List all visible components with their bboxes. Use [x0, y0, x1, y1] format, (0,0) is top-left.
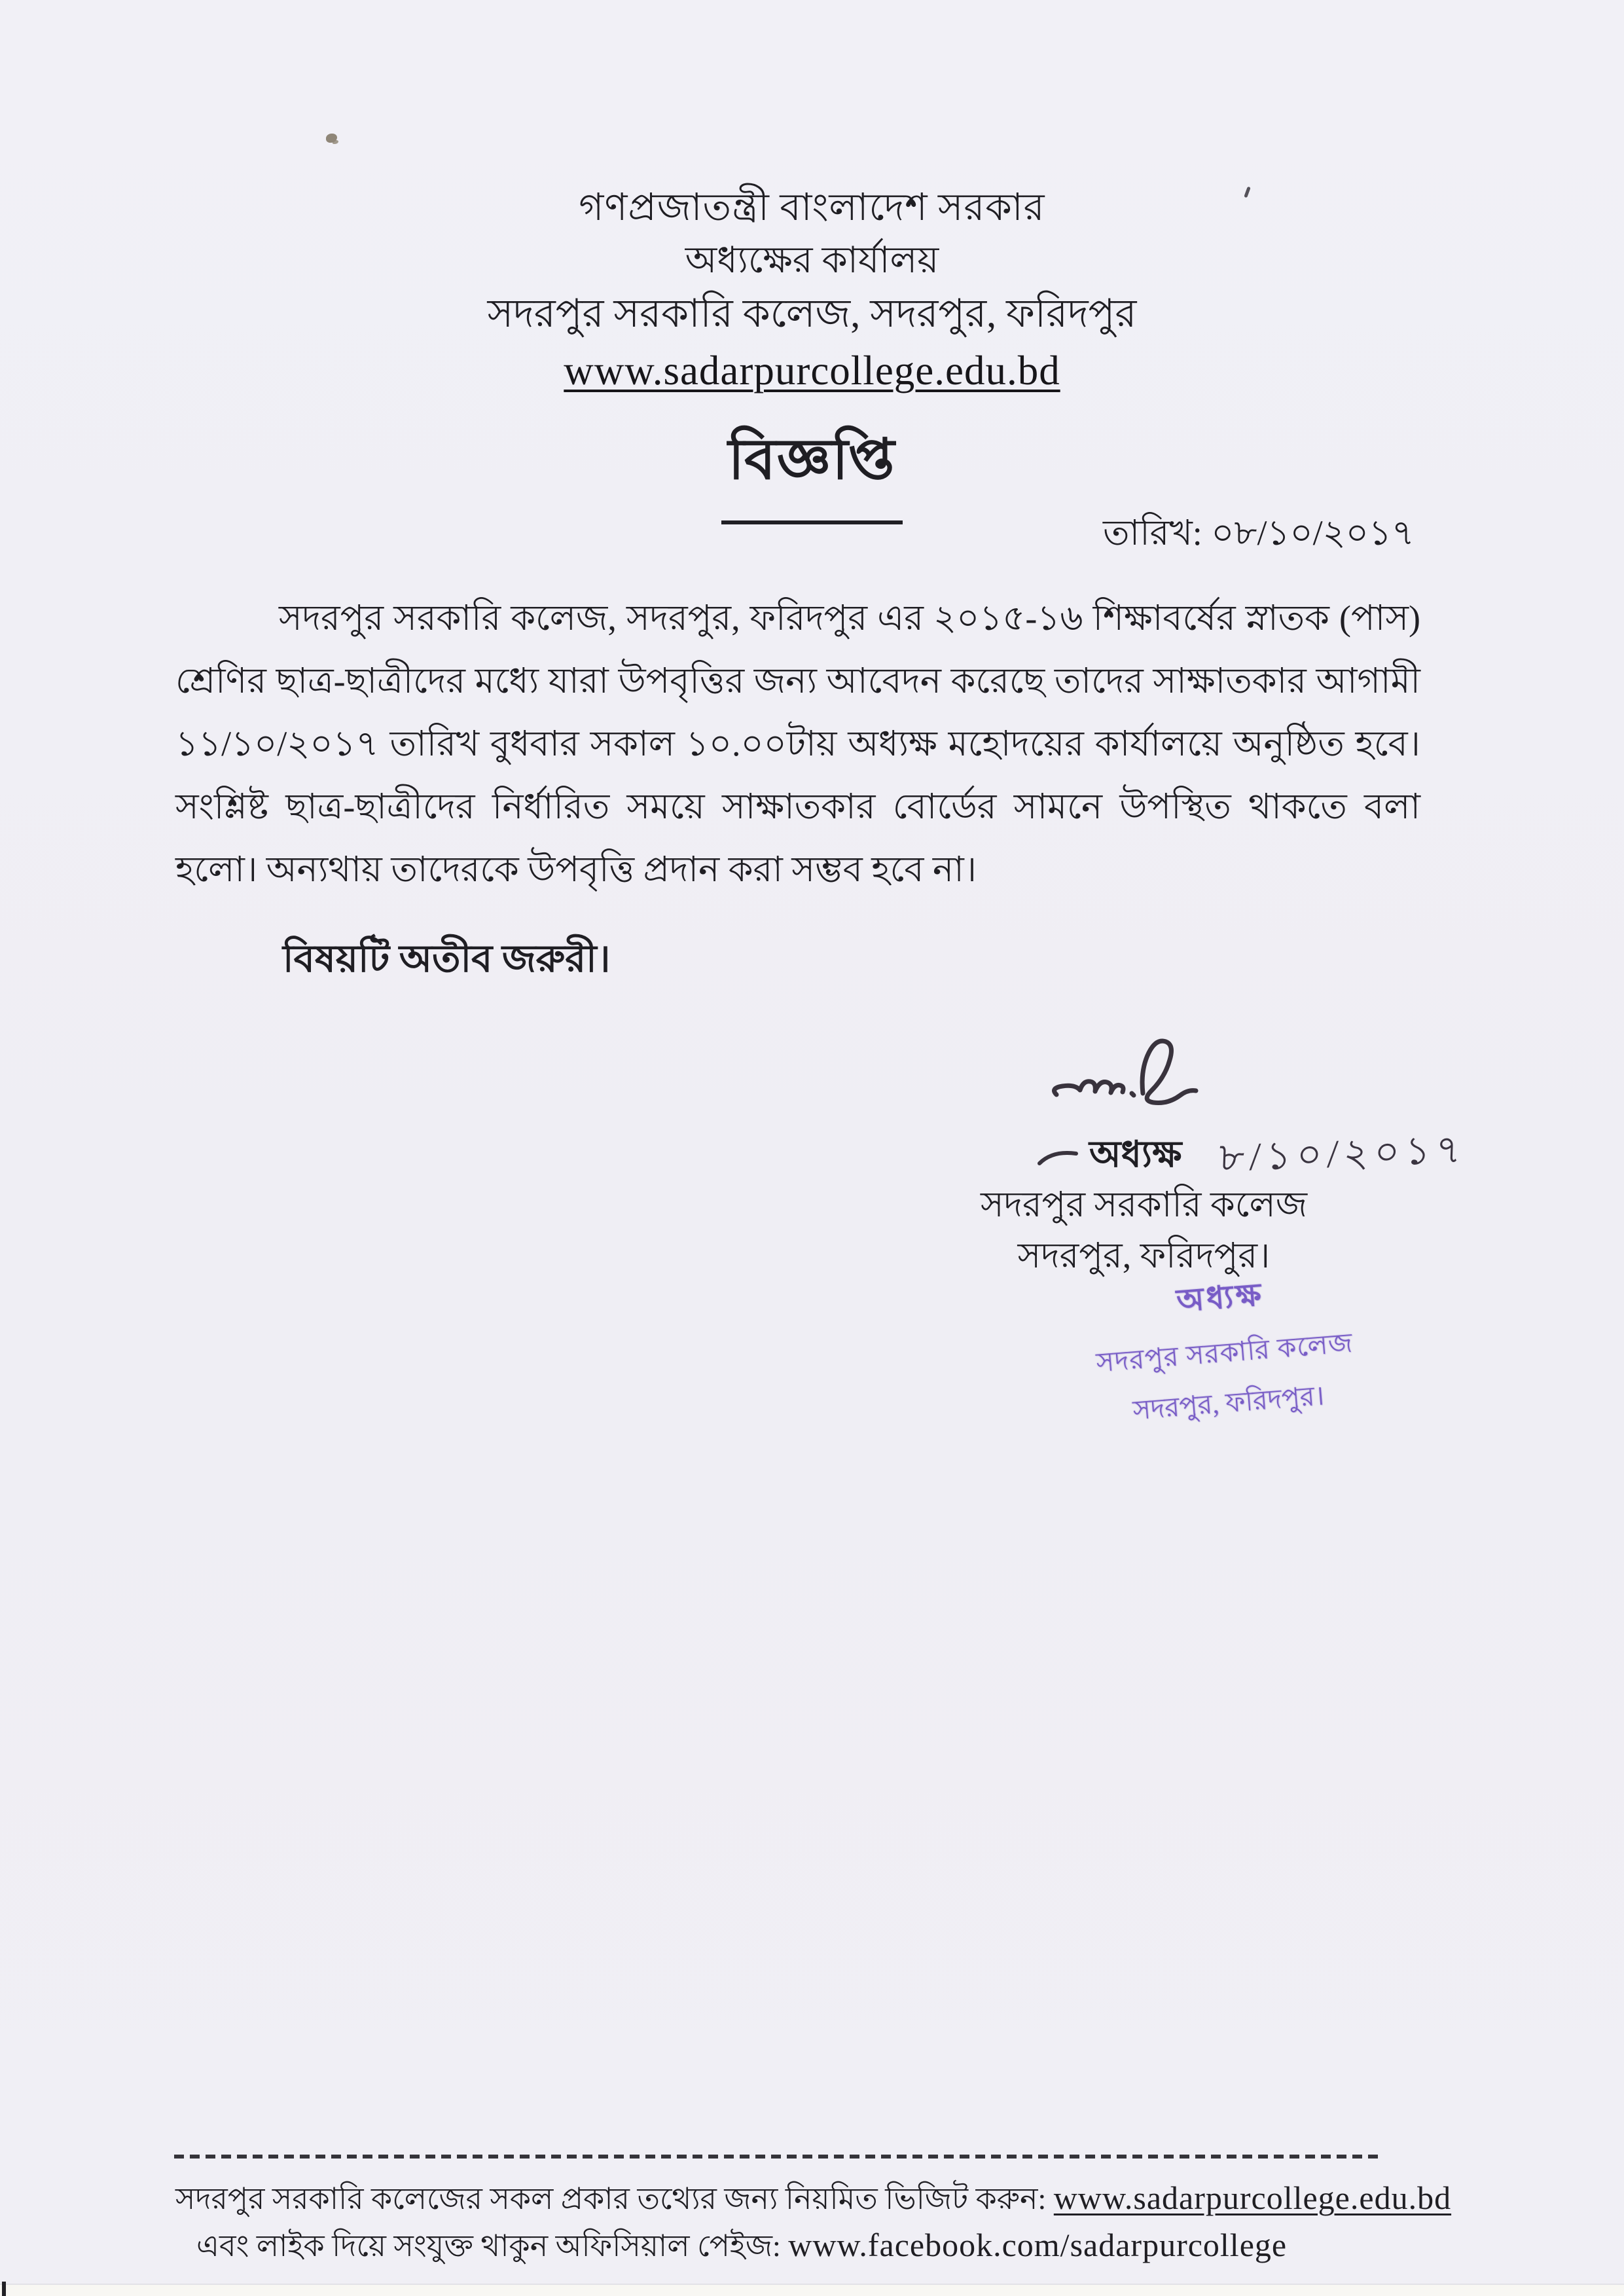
college-name-line: সদরপুর সরকারি কলেজ, সদরপুর, ফরিদপুর [487, 292, 1137, 335]
college-website-url: www.sadarpurcollege.edu.bd [564, 348, 1060, 393]
government-name: গণপ্রজাতন্ত্রী বাংলাদেশ সরকার [579, 186, 1045, 228]
office-name: অধ্যক্ষের কার্যালয় [685, 240, 939, 281]
stamp-college: সদরপুর সরকারি কলেজ [1095, 1327, 1354, 1378]
official-stamp [1041, 1260, 1409, 1442]
footer-visit-text: সদরপুর সরকারি কলেজের সকল প্রকার তথ্যের জন্য নিয়মিত ভিজিট করুন: [175, 2182, 1047, 2215]
footer-facebook-text: এবং লাইক দিয়ে সংযুক্ত থাকুন অফিসিয়াল পেইজ: [196, 2229, 781, 2263]
footer-facebook-url: www.facebook.com/sadarpurcollege [788, 2227, 1288, 2263]
stamp-designation: অধ্যক্ষ [1175, 1277, 1265, 1319]
letterhead [0, 181, 1624, 399]
footer-line-facebook [196, 2225, 1287, 2267]
scanner-edge-strip [0, 2284, 1624, 2296]
scan-speck [326, 134, 337, 143]
handwritten-signature [1046, 1030, 1327, 1139]
signatory-college: সদরপুর সরকারি কলেজ [980, 1185, 1308, 1224]
footer-website-url: www.sadarpurcollege.edu.bd [1053, 2179, 1452, 2216]
notice-date: তারিখ: ০৮/১০/২০১৭ [1103, 513, 1415, 553]
stamp-location: সদরপুর, ফরিদপুর। [1131, 1380, 1326, 1426]
scanner-edge-mark [2, 2282, 6, 2296]
signatory-location: সদরপুর, ফরিদপুর। [1017, 1236, 1271, 1275]
signatory-designation: অধ্যক্ষ [1089, 1135, 1182, 1175]
signature-tick-stroke [1037, 1144, 1080, 1169]
handwritten-date: ৮/১০/২০১৭ [1218, 1127, 1467, 1180]
notice-body-paragraph: সদরপুর সরকারি কলেজ, সদরপুর, ফরিদপুর এর ২০১৫-১৬ শিক্ষাবর্ষের স্নাতক (পাস) শ্রেণির ছাত্র-ছাত্রীদের মধ্যে যারা উপবৃত্তির জন্য আবেদন করেছে তাদের সাক্ষাতকার আগামী ১১/১০/২০১৭ তারিখ বুধবার সকাল ১০.০০টায় অধ্যক্ষ মহোদয়ের কার্যালয়ে অনুষ্ঠিত হবে। সংশ্লিষ্ট ছাত্র-ছাত্রীদের নির্ধারিত সময়ে সাক্ষাতকার বোর্ডের সামনে উপস্থিত থাকতে বলা হলো। অন্যথায় তাদেরকে উপবৃত্তি প্রদান করা সম্ভব হবে না। [175, 598, 1420, 889]
notice-title: বিজ্ঞপ্তি [721, 416, 902, 524]
footer-line-visit [175, 2178, 1451, 2219]
dashed-separator [174, 2155, 1382, 2159]
urgency-note: বিষয়টি অতীব জরুরী। [283, 938, 611, 980]
